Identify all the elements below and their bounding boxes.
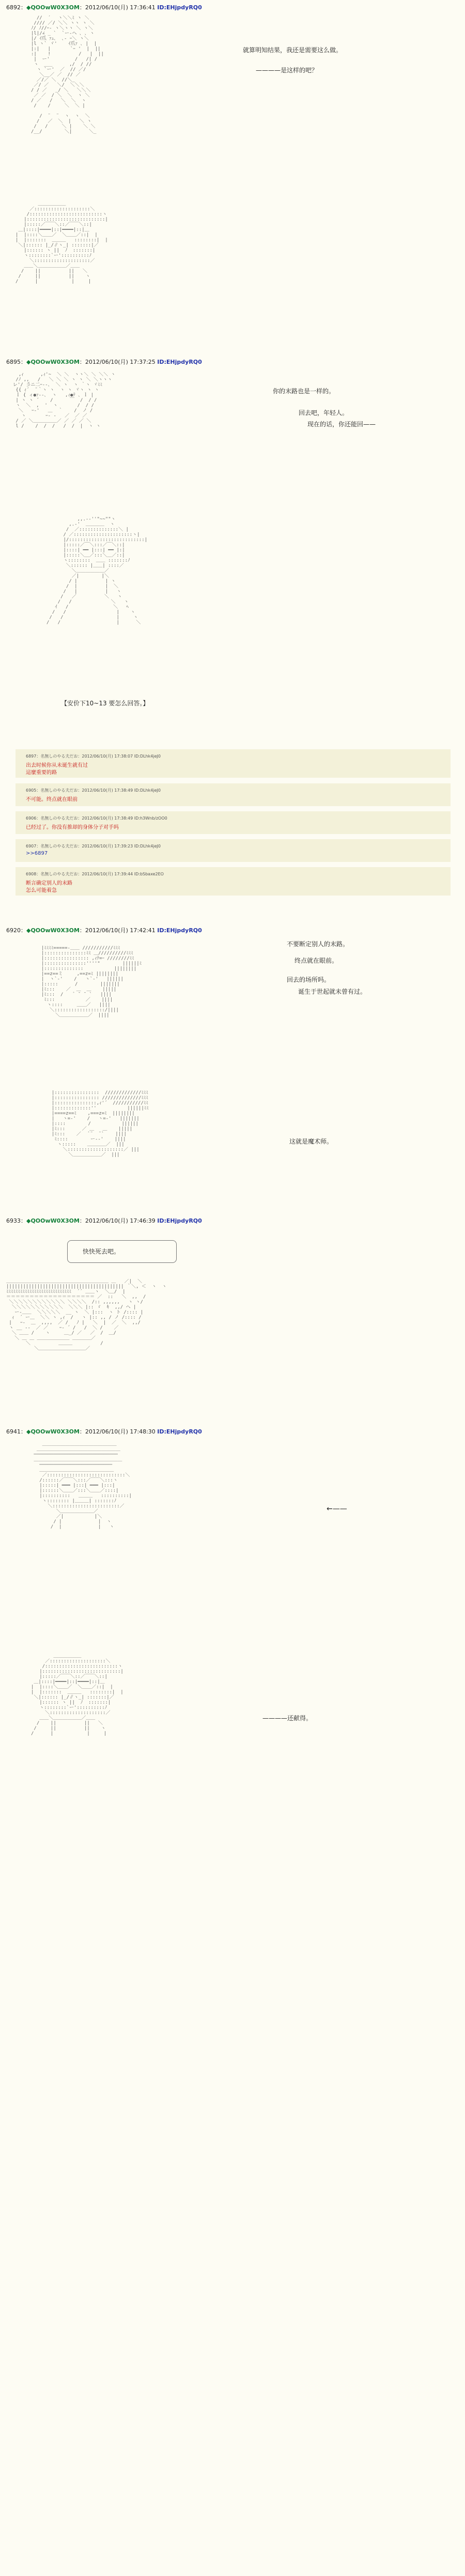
reply-block: [16, 783, 451, 806]
post-number: 6892：: [6, 4, 26, 11]
reply-header: 6908：名無しのやる夫だお：2012/06/10(月) 17:39:44 ID:bSbaxe2EO: [26, 872, 164, 876]
ascii-art-figure: ,ｨ ,ｨ'~ ＼ ＼ ヽヽ＼ ＼ ＼＼ ヽ /ﾉ ,, / ＼ ＼ ＼ ヽ ヽ ＼ ＼ヽヽヽ レ'/ 彡ニ二ｰ--､ ＼ ヽ ヽ ｀ヽ ヾﾐﾐ {{ ｨ´ ̄ ｀ヽ ヽ ヽ ヽ ヾヽ ヽ ヽ ｌ { ィ●ｧ‐-､ ヽ ,ｨ●ﾃ ､ ｌ | | ヽ ヽ ´ / ￣ / / / ヽ ＼ , ' ヽ / / / ＼ ｰ-' ＿ ｀ / ノ / ヽ ｰ- ‐ ／ ／ ／ / ／ ＼＿＿＿＿＿／ ／ ／ ／ ＼ l / / / / / / | ヽ ヽ: [13, 372, 116, 429]
post-date: ：2012/06/10(月) 17:37:25: [79, 359, 156, 365]
ascii-art-figure: ＿＿＿＿＿＿ ／::::::::::::::::::::＼ /::::::::::::::::::::::::::ヽ |::::::::::::::::::::::::::::| |:::::／￣￣＼::／￣￣＼::| ＿|::::|━━━━|::|━━━━|::|＿ | |::::＼＿＿／ ＼＿＿／::| | | |::::::: ＿＿＿ ::::::::| | ＼|:::::: |_/∥ヽ_| :::::::|／ |:::::: ヽ || ﾉ :::::::| ヽ::::::::`ー'::::::::::ﾉ ＼::::::::::::::::::::／ ＿＿＼＿＿＿＿＿＿／＿＿ / || || ＼ / || || ヽ / | | |: [16, 202, 108, 284]
poster-name[interactable]: ◆QOOwW0X3OM: [26, 1217, 80, 1224]
dialogue-line: 不要断定别人的末路。: [287, 940, 349, 948]
ascii-art-figure: ,,.-‐''"~~""ヽ ,.-' ＿＿＿＿ ヽ / ／::::::::::::::＼ | / ／:::::::::::::::::::::ヽ| |/:::::::::::::::::::::::::::| |:::::／￣＼:::／￣＼::| |::::| ━━ |:::| ━━ |:| |:::::＼＿／:::＼＿／::| ヽ:::::::: ＿＿ :::::::ﾉ ＼:::::: |＿＿| ::::／ ＼＿＿＿＿＿＿／ ／| |＼ / | | ヽ / | | ＼ / | | ヽ / ／ ＼ ヽ / / ＼ ヽ ｲ / ＼ ﾍ / / | ヽ / / | ヽ / / | ＼: [47, 517, 148, 625]
post-header: [6, 926, 202, 934]
dialogue-line: ————还献得。: [262, 1715, 313, 1722]
dialogue-line: ————是这样的吧？: [256, 67, 318, 74]
post-header: [6, 358, 202, 366]
post-date: ：2012/06/10(月) 17:36:41: [79, 4, 156, 11]
dialogue-line: 回去的场所吗。: [287, 976, 331, 983]
post-number: 6933：: [6, 1217, 26, 1224]
reply-body: 這麼重要的路: [26, 770, 57, 776]
post-date: ：2012/06/10(月) 17:48:30: [79, 1428, 156, 1435]
poster-id[interactable]: ID:EHjpdyRQ0: [157, 359, 202, 365]
dialogue-line: 这就是魔术师。: [289, 1138, 333, 1145]
dialogue-line: 快快死去吧。: [83, 1248, 120, 1255]
dialogue-line: 现在的话，你还能回——: [307, 421, 376, 428]
poster-id[interactable]: ID:EHjpdyRQ0: [157, 927, 202, 934]
reply-body: 出去时候你从未诞生就有过: [26, 763, 88, 768]
reply-body: 断言确定别人的末路: [26, 881, 72, 886]
anchor-prompt: 【安价下10~13 要怎么回答。】: [61, 700, 149, 707]
reply-body: 已经过了。你没有推却的身体分子对手吗: [26, 825, 119, 830]
dialogue-line: 诞生于世起就未曾有过。: [298, 988, 367, 995]
post-number: 6941：: [6, 1428, 26, 1435]
reply-block: [16, 749, 451, 778]
post-number: 6895：: [6, 359, 26, 365]
poster-name[interactable]: ◆QOOwW0X3OM: [26, 927, 80, 934]
reply-block: [16, 867, 451, 896]
poster-id[interactable]: ID:EHjpdyRQ0: [157, 4, 202, 11]
poster-name[interactable]: ◆QOOwW0X3OM: [26, 359, 80, 365]
dialogue-line: 终点就在眼前。: [295, 957, 338, 964]
poster-id[interactable]: ID:EHjpdyRQ0: [157, 1428, 202, 1435]
reply-body: 怎么可能着急: [26, 888, 57, 893]
reply-block: [16, 811, 451, 834]
poster-id[interactable]: ID:EHjpdyRQ0: [157, 1217, 202, 1224]
ascii-art-figure: ＿＿＿＿＿＿＿＿＿＿＿＿＿＿＿＿ ＿＿＿＿＿＿＿＿＿＿＿＿＿＿＿＿＿＿ ────────────────────────────── ＿＿＿＿＿＿＿＿＿＿＿＿＿＿＿＿＿＿＿ ────────────────────────── ＿＿＿＿＿＿＿＿＿＿＿＿＿＿＿＿ ／::::::::::::::::::::::::::::＼ /::::::／￣￣＼:::／￣￣＼:::ヽ |:::::| ━━━ |:::| ━━━ |:::| |::::::＼＿＿／:::＼＿＿／::::| |:::::::::: ＿＿＿ ::::::::::| ヽ:::::::: |＿＿＿| :::::::ﾉ ＼::::::::::::::::::::::::／ ＼＿＿＿＿＿＿＿／ ／| |＼ / | | ヽ / | | ヽ: [34, 1442, 132, 1530]
ascii-art-figure: |ﾐﾐﾐﾐ=====-＿＿ ///////////ﾐﾐﾐ |:::::::::::::::ﾐﾐ ＿//////////ﾐﾐﾐ |:::::::::::::::: ,ｨﾃ=ｰ ////////ﾐﾐ |:::::::::::::::''''" ||||||ﾐ |:::::::::::::: |||||||| |==z==ミ ,==z=ﾐ |||||||| | ヽ`-' / ヽ`-' |||||| |::::: / ||||||| |ﾐ::: ／ ＿ ＿ ||||| |ﾐ::: / ﾞ ¯ ¯ ` |||| ﾐ::: ／ |||| ヽ:::: ＿＿／ |||| ＼::::::::::::::::::/|||| ＼＿＿＿＿＿＿／ ||||: [41, 946, 142, 1018]
dialogue-line: 回去吧，年轻人。: [299, 409, 349, 417]
reply-body: 不可能。终点就在眼前: [26, 797, 78, 803]
ascii-art-figure: // ´ ￣ヽ＼＼ﾐ ヽ ＼ //// ／/ ＼＼ ヽヽ ヽ ＼ ﾉ/ ﾉ//ｰ- ヽ＼ヽヽ ＼ ヽ＼ |l|/∠ _ ` `ー-ヘ ､ ､ ヽ |/ ｲ爪 ｧｭ､ ､- ｰ＼ ヽ＼ |l ヽ` ヾ' ｲ爪ｧ ､ | | |:| | `ｰ ' | || :| ! / | || | ー' / /| / ヽ ___ ,/ / // ヽ `ー' ／ // ／/ ＼__／ ／ // ／ ／/／ ＼ //＼_ ／/ ／ ＼/ ＼＼＼ / / ／ _/ ＼ ＼＼＼ ／ ／ / ＼ ＼ ヽ ＼ / ／ / ＼ ＼ ヽ / / ＼ ＼ | / ¨ ¨ ヽ ヽ ＼ / ／ ＼ | ＼ ヽ / / ＼ | ＼ ＼ /__/ ＼| ＼_: [31, 16, 104, 134]
post-number: 6920：: [6, 927, 26, 934]
poster-name[interactable]: ◆QOOwW0X3OM: [26, 1428, 80, 1435]
ascii-art-figure: |:::::::::::::::: /////////////ﾐﾐﾐ |:::::::::::::::: //////////////ﾐﾐﾐ |:::::::::::::::,ｨ'´ ///////////ﾐﾐ |:::::::::::::'' ||||||ﾐﾐ |====z==ﾐ ,===z=ﾐ |||||||| | ヽ=-' / ヽ=-' ||||||| |:::: / |||||| |ﾐ::: ／ ＿ ＿ ||||| |ﾐ::: ／ ﾞ¨ ¨` |||| ﾐ:::: ー‐‐' |||| ヽ::::: ＿＿＿＿／ ||| ＼::::::::::::::::::::／ ||| ＼＿＿＿＿＿＿／ |||: [52, 1090, 149, 1158]
reply-anchor-link[interactable]: >>6897: [26, 851, 48, 856]
reply-block: [16, 839, 451, 862]
dialogue-line: 你的末路也是一样的。: [273, 388, 335, 395]
post-date: ：2012/06/10(月) 17:46:39: [79, 1217, 156, 1224]
ascii-art-figure: ＿＿＿＿＿＿ ／::::::::::::::::::::＼ /::::::::::::::::::::::::::ヽ |::::::::::::::::::::::::::::| |:::::／￣￣＼::／￣￣＼::| ＿|::::|━━━━|::|━━━━|::|＿ | |::::＼＿＿／ ＼＿＿／::| | | |::::::: ＿＿＿ ::::::::| | ＼|:::::: |_/∥ヽ_| :::::::|／ |:::::: ヽ || ﾉ :::::::| ヽ::::::::`ー'::::::::::ﾉ ＼::::::::::::::::::::／ ＿＿＼＿＿＿＿＿＿／＿＿ / || || ＼ / || || ヽ / | | |: [31, 1654, 123, 1736]
post-date: ：2012/06/10(月) 17:42:41: [79, 927, 156, 934]
post-header: [6, 1216, 202, 1225]
ascii-art-figure: ＿＿＿＿＿＿＿＿＿＿＿＿＿＿＿＿＿＿＿＿＿＿ ＿ ／| ＼ |||||||||||||||||||||||||||||||||||||||||| ｀＼, ＜ ヽ ヽ ﾐﾐﾐﾐﾐﾐﾐﾐﾐﾐﾐﾐﾐﾐﾐﾐﾐﾐﾐﾐﾐﾐﾐﾐﾐﾐﾐﾐ ´´ ＿＿ヽ ＼＿/ | ＝＝＝＝＝＝＝＝＝＝＝＝＝＝＝＝＝＝＝ ／ :: ＼ ,, / ＼＼＼＼＼＼＼＼＼＼＼＼ ＼＼＼＼ /:: ,,,,,, ヽ ヽ/ ＼＼＼＼＼＼＼＼＼＼＼ ＼＼＼ |:: ゞ ｷ ,,/ ヘ | ー-＿＿ ＼＼＼＼＼ __ ヽ ＼ |::: ヽ ト /:::: | ｨ ´ ー＿ ＼＼ ヽ ,ｨ / ヽ |:: ,, / ノ /:::: / | ｰ- ＿ ,,,, ／ / ﾉ | ＼ | ／ ＼ ,,/ ヽ __ -- ／ ／ ｰ‐ ´ / / ＼ / ／ ＼ ＿＿ / ヽ ＿_/ ／ ／ / ＿/ ＼ ＿ ＿ ＿＿＿＿＿＿＿ ＿＿＿＿／ ＼ ＿＿＿ / ＼＿＿＿＿＿＿＿＿＿＿／: [6, 1279, 167, 1351]
poster-name[interactable]: ◆QOOwW0X3OM: [26, 4, 80, 11]
reply-header: 6906：名無しのやる夫だお：2012/06/10(月) 17:38:49 ID:h3Wnb/zOO0: [26, 816, 167, 821]
reply-header: 6907：名無しのやる夫だお：2012/06/10(月) 17:39:23 ID:DLhk4jeJ0: [26, 844, 161, 849]
dialogue-line: ←——: [327, 1505, 347, 1513]
reply-header: 6897：名無しのやる夫だお：2012/06/10(月) 17:38:07 ID:DLhk4jeJ0: [26, 754, 161, 759]
post-header: [6, 3, 202, 11]
dialogue-line: 就算明知结果，我还是需要这么做。: [243, 47, 343, 54]
post-header: [6, 1427, 202, 1436]
reply-header: 6905：名無しのやる夫だお：2012/06/10(月) 17:38:49 ID:DLhk4jeJ0: [26, 788, 161, 793]
